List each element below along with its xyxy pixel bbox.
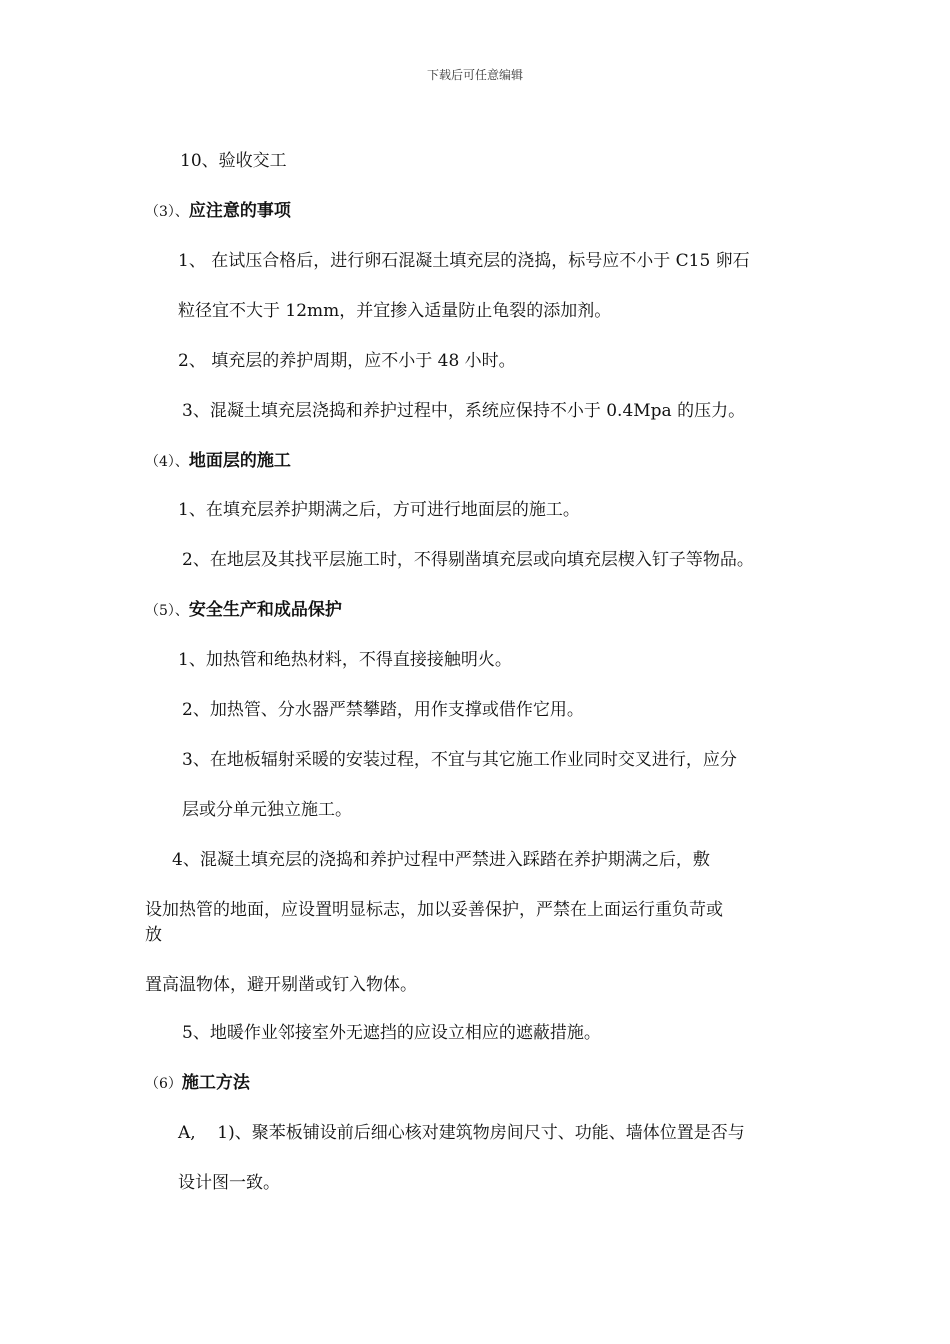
paragraph-line: 4、混凝土填充层的浇捣和养护过程中严禁进入踩踏在养护期满之后，敷 [172,850,710,870]
section-number: （5）、 [145,603,189,619]
paragraph-line: 3、在地板辐射采暖的安装过程，不宜与其它施工作业同时交叉进行，应分 [182,750,737,770]
section-title: 应注意的事项 [188,201,291,221]
paragraph-line: 3、混凝土填充层浇捣和养护过程中，系统应保持不小于 0.4Mpa 的压力。 [182,401,746,421]
paragraph-line: 10、验收交工 [180,151,287,171]
section-title: 施工方法 [181,1073,250,1093]
section-number: （3）、 [145,204,189,220]
page-header-watermark: 下载后可任意编辑 [426,68,523,82]
paragraph-line: 放 [145,925,162,945]
paragraph-line: 粒径宜不大于 12mm，并宜掺入适量防止龟裂的添加剂。 [178,301,612,321]
paragraph-line: A, 1)、聚苯板铺设前后细心核对建筑物房间尺寸、功能、墙体位置是否与 [178,1123,745,1143]
paragraph-line: 设计图一致。 [178,1173,280,1193]
paragraph-line: 1、 在试压合格后，进行卵石混凝土填充层的浇捣，标号应不小于 C15 卵石 [178,251,750,271]
section-title: 安全生产和成品保护 [188,600,342,620]
paragraph-line: 设加热管的地面，应设置明显标志，加以妥善保护，严禁在上面运行重负苛或 [145,900,723,920]
paragraph-line: 1、加热管和绝热材料，不得直接接触明火。 [178,650,512,670]
paragraph-line: 层或分单元独立施工。 [182,800,352,820]
paragraph-line: 2、 填充层的养护周期，应不小于 48 小时。 [178,351,516,371]
paragraph-line: 2、在地层及其找平层施工时，不得剔凿填充层或向填充层楔入钉子等物品。 [182,550,754,570]
section-heading-6 [145,1072,250,1095]
section-heading-5 [145,599,342,622]
paragraph-line: 5、地暖作业邻接室外无遮挡的应设立相应的遮蔽措施。 [182,1023,601,1043]
paragraph-line: 1、在填充层养护期满之后，方可进行地面层的施工。 [178,500,580,520]
section-title: 地面层的施工 [188,451,291,471]
section-number: （4）、 [145,454,189,470]
paragraph-line: 2、加热管、分水器严禁攀踏，用作支撑或借作它用。 [182,700,584,720]
section-heading-4 [145,450,291,473]
paragraph-line: 置高温物体，避开剔凿或钉入物体。 [145,975,417,995]
section-heading-3 [145,200,291,223]
section-number: （6） [145,1076,182,1092]
